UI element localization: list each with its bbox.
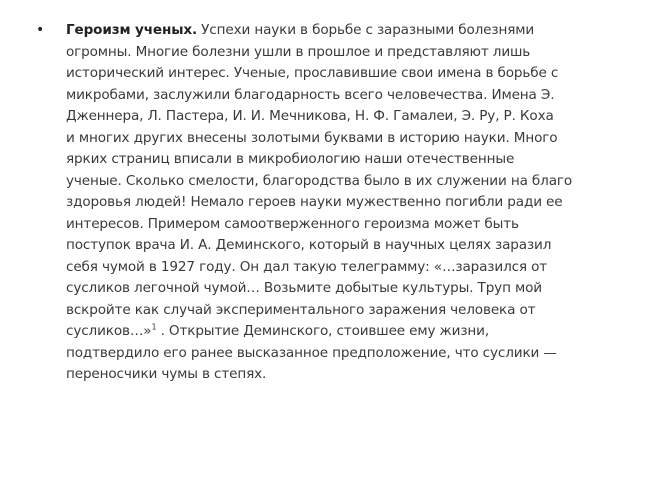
bullet-icon: • xyxy=(36,22,45,38)
text-line: микробами, заслужили благодарность всего человечества. Имена Э. xyxy=(66,86,555,103)
text-line: переносчики чумы в степях. xyxy=(66,366,267,382)
text-line: подтвердило его ранее высказанное предположение, что суслики — xyxy=(66,344,557,361)
text-line: здоровья людей! Немало героев науки мужественно погибли ради ее xyxy=(66,194,563,210)
text-fragment: Успехи науки в борьбе с заразными болезнями xyxy=(197,22,535,38)
text-line xyxy=(66,20,624,42)
text-line: поступок врача И. А. Деминского, который в научных целях заразил xyxy=(66,237,552,253)
text-fragment: . Открытие Деминского, стоившее ему жизни, xyxy=(156,323,490,339)
text-line: ярких страниц вписали в микробиологию наши отечественные xyxy=(66,151,515,167)
bullet-item xyxy=(34,20,624,386)
paragraph xyxy=(66,20,624,386)
text-line: Дженнера, Л. Пастера, И. И. Мечникова, Н. Ф. Гамалеи, Э. Ру, Р. Коха xyxy=(66,108,554,124)
text-line: исторический интерес. Ученые, прославившие свои имена в борьбе с xyxy=(66,65,559,81)
footnote-marker: 1 xyxy=(151,322,157,332)
text-line: себя чумой в 1927 году. Он дал такую телеграмму: «…заразился от xyxy=(66,258,548,275)
text-line: и многих других внесены золотыми буквами в историю науки. Много xyxy=(66,129,558,146)
text-line xyxy=(66,321,624,343)
text-line: сусликов легочной чумой… Возьмите добытые культуры. Труп мой xyxy=(66,280,542,296)
text-line: вскройте как случай экспериментального заражения человека от xyxy=(66,301,536,318)
text-line: огромны. Многие болезни ушли в прошлое и представляют лишь xyxy=(66,43,531,60)
text-line: интересов. Примером самоотверженного героизма может быть xyxy=(66,215,519,232)
text-fragment: сусликов…» xyxy=(66,323,152,339)
text-line: ученые. Сколько смелости, благородства было в их служении на благо xyxy=(66,172,573,189)
lead-heading: Героизм ученых. xyxy=(66,22,197,38)
